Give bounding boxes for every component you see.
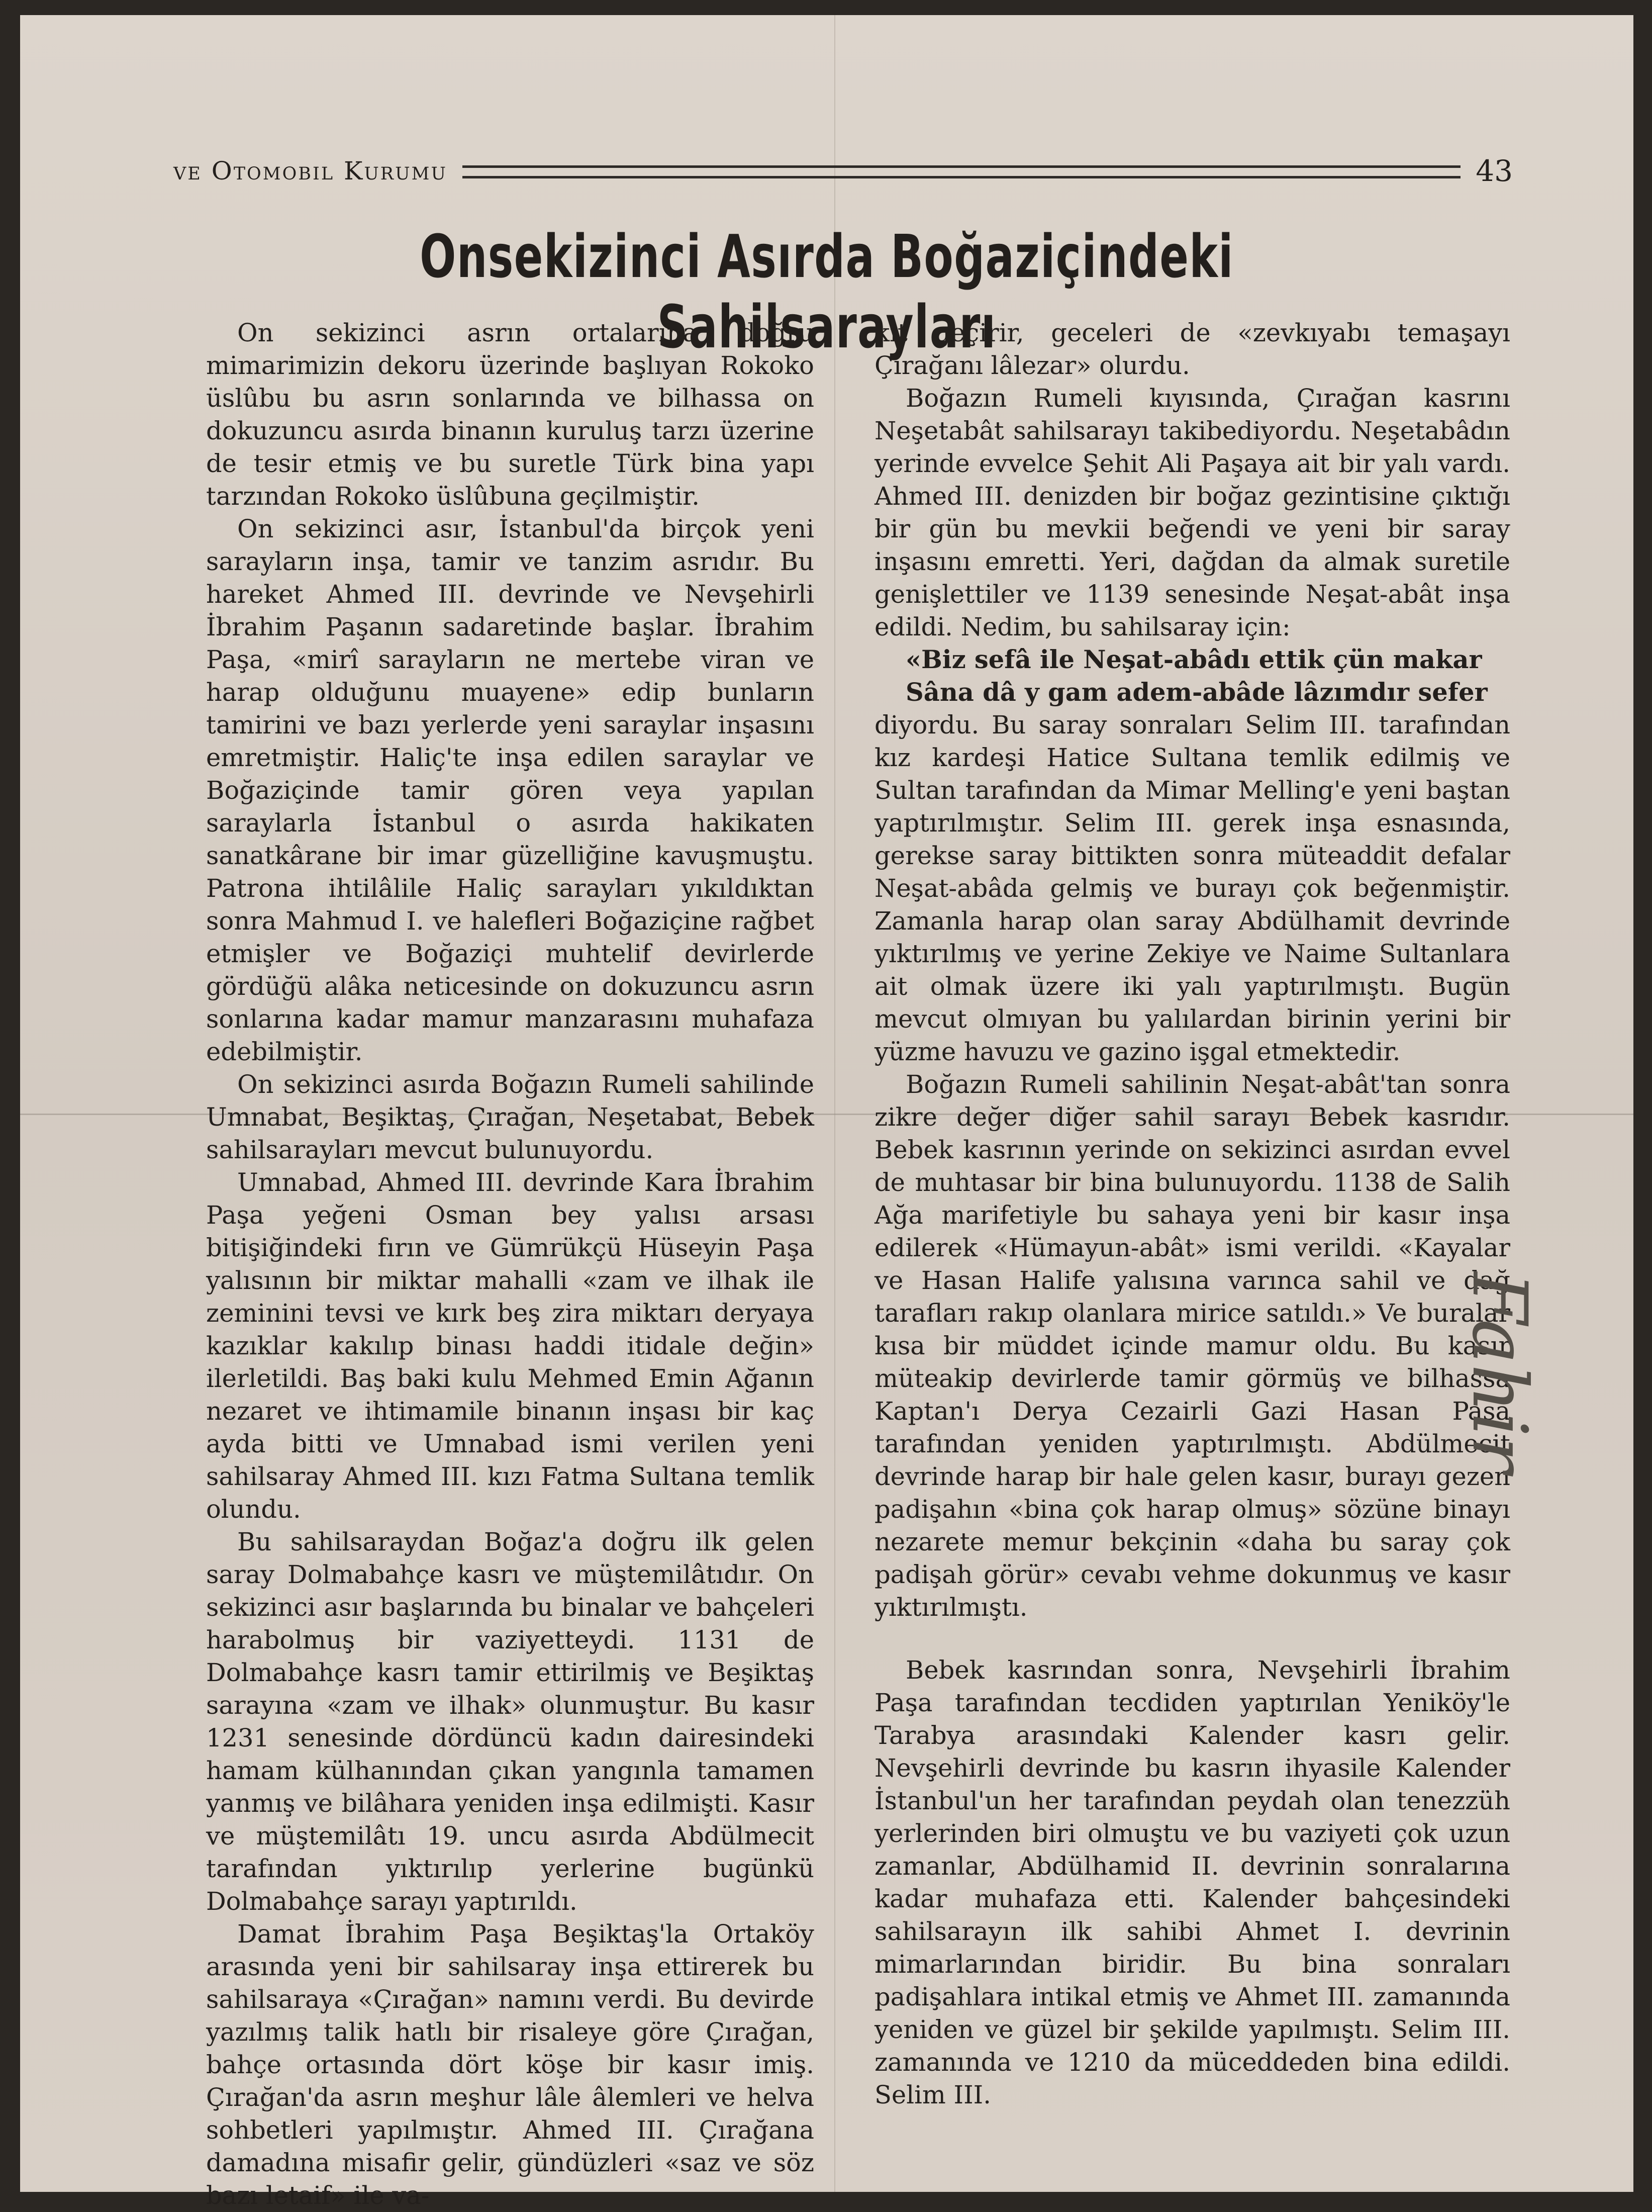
paragraph: Boğazın Rumeli sahilinin Neşat-abât'tan sonra zikre değer diğer sahil sarayı Bebek kasrıdır. Bebek kasrının yerinde on sekizinci asırdan evvel de muhtasar bir bina bulunuyordu. 1138 de Salih Ağa marifetiyle bu sahaya yeni bir kasır inşa edilerek «Hümayun-abât» ismi verildi. «Kayalar ve Hasan Halife yalısına varınca sahil ve dağ tarafları rakıp olanlara mirice satıldı.» Ve buralar kısa bir müddet içinde mamur oldu. Bu kasır müteakip devirlerde tamir görmüş ve bilhassa Kaptan'ı Derya Cezairli Gazi Hasan Paşa tarafından yeniden yaptırılmıştı. Abdülmecit devrinde harap bir hale gelen kasır, burayı gezen padişahın «bina çok harap olmuş» sözüne binayı nezarete memur bekçinin «daha bu saray çok padişah görür» cevabı vehme dokunmuş ve kasır yıktırılmıştı. xyxy=(874,1070,1510,1622)
article-title: Onsekizinci Asırda Boğaziçindeki Sahilsarayları xyxy=(420,222,1234,361)
section-title: ve Otomobil Kurumu xyxy=(173,156,447,186)
right-column xyxy=(874,317,1510,2111)
left-column xyxy=(206,317,814,2212)
handwritten-signature: Fahir xyxy=(1455,1272,1543,1473)
newspaper-page xyxy=(20,15,1633,2210)
paragraph: Bebek kasrından sonra, Nevşehirli İbrahim Paşa tarafından tecdiden yaptırılan Yeniköy'le Tarabya arasındaki Kalender kasrı gelir. Nevşehirli devrinde bu kasrın ihyasile Kalender İstanbul'un her tarafından peydah olan tenezzüh yerlerinden biri olmuştu ve bu vaziyeti çok uzun zamanlar, Abdülhamid II. devrinin sonralarına kadar muhafaza etti. Kalender bahçesindeki sahilsarayın ilk sahibi Ahmet I. devrinin mimarlarından biridir. Bu bina sonraları padişahlara intikal etmiş ve Ahmet III. zamanında yeniden ve güzel bir şekilde yapılmıştı. Selim III. zamanında ve 1210 da müceddeden bina edildi. Selim III. xyxy=(874,1655,1510,2109)
paragraph: On sekizinci asrın ortalarına doğru mimarimizin dekoru üzerinde başlıyan Rokoko üslûbu bu asrın sonlarında ve bilhassa on dokuzuncu asırda binanın kuruluş tarzı üzerine de tesir etmiş ve bu suretle Türk bina yapı tarzından Rokoko üslûbuna geçilmiştir. xyxy=(206,318,814,511)
paragraph: Boğazın Rumeli kıyısında, Çırağan kasrını Neşetabât sahilsarayı takibediyordu. Neşetabâdın yerinde evvelce Şehit Ali Paşaya ait bir yalı vardı. Ahmed III. denizden bir boğaz gezintisine çıktığı bir gün bu mevkii beğendi ve yeni bir saray inşasını emretti. Yeri, dağdan da almak suretile genişlettiler ve 1139 senesinde Neşat-abât inşa edildi. Nedim, bu sahilsaray için: xyxy=(874,384,1510,641)
page-number: 43 xyxy=(1476,154,1513,188)
nedim-couplet xyxy=(906,643,1510,709)
paragraph: kit geçirir, geceleri de «zevkıyabı temaşayı Çırağanı lâlezar» olurdu. xyxy=(874,318,1510,380)
paragraph: Bu sahilsaraydan Boğaz'a doğru ilk gelen saray Dolmabahçe kasrı ve müştemilâtıdır. On sekizinci asır başlarında bu binalar ve bahçeleri harabolmuş bir vaziyetteydi. 1131 de Dolmabahçe kasrı tamir ettirilmiş ve Beşiktaş sarayına «zam ve ilhak» olunmuştur. Bu kasır 1231 senesinde dördüncü kadın dairesindeki hamam külhanından çıkan yangınla tamamen yanmış ve bilâhara yeniden inşa edilmişti. Kasır ve müştemilâtı 19. uncu asırda Abdülmecit tarafından yıktırılıp yerlerine bugünkü Dolmabahçe sarayı yaptırıldı. xyxy=(206,1527,814,1916)
paragraph: On sekizinci asır, İstanbul'da birçok yeni sarayların inşa, tamir ve tanzim asrıdır. Bu hareket Ahmed III. devrinde ve Nevşehirli İbrahim Paşanın sadaretinde başlar. İbrahim Paşa, «mirî sarayların ne mertebe viran ve harap olduğunu muayene» edip bunların tamirini ve bazı yerlerde yeni saraylar inşasını emretmiştir. Haliç'te inşa edilen saraylar ve Boğaziçinde tamir gören veya yapılan saraylarla İstanbul o asırda hakikaten sanatkârane bir imar güzelliğine kavuşmuştu. Patrona ihtilâlile Haliç sarayları yıkıldıktan sonra Mahmud I. ve halefleri Boğaziçine rağbet etmişler ve Boğaziçi muhtelif devirlerde gördüğü alâka neticesinde on dokuzuncu asrın sonlarına kadar mamur manzarasını muhafaza edebilmiştir. xyxy=(206,514,814,1066)
paragraph: On sekizinci asırda Boğazın Rumeli sahilinde Umnabat, Beşiktaş, Çırağan, Neşetabat, Bebek sahilsarayları mevcut bulunuyordu. xyxy=(206,1070,814,1164)
paragraph: Umnabad, Ahmed III. devrinde Kara İbrahim Paşa yeğeni Osman bey yalısı arsası bitişiğindeki fırın ve Gümrükçü Hüseyin Paşa yalısının bir miktar mahalli «zam ve ilhak ile zeminini tevsi ve kırk beş zira miktarı deryaya kazıklar kakılıp binası haddi itidale değin» ilerletildi. Baş baki kulu Mehmed Emin Ağanın nezaret ve ihtimamile binanın inşası bir kaç ayda bitti ve Umnabad ismi verilen yeni sahilsaray Ahmed III. kızı Fatma Sultana temlik olundu. xyxy=(206,1168,814,1524)
paragraph: diyordu. Bu saray sonraları Selim III. tarafından kız kardeşi Hatice Sultana temlik edilmiş ve Sultan tarafından da Mimar Melling'e yeni baştan yaptırılmıştır. Selim III. gerek inşa esnasında, gerekse saray bittikten sonra müteaddit defalar Neşat-abâda gelmiş ve burayı çok beğenmiştir. Zamanla harap olan saray Abdülhamit devrinde yıktırılmış ve yerine Zekiye ve Naime Sultanlara ait olmak üzere iki yalı yaptırılmıştı. Bugün mevcut olmıyan bu yalılardan birinin yerini bir yüzme havuzu ve gazino işgal etmektedir. xyxy=(874,710,1510,1066)
verse-line: Sâna dâ y gam adem-abâde lâzımdır sefer xyxy=(906,678,1488,707)
verse-line: «Biz sefâ ile Neşat-abâdı ettik çün makar xyxy=(906,645,1482,674)
paragraph: Damat İbrahim Paşa Beşiktaş'la Ortaköy arasında yeni bir sahilsaray inşa ettirerek bu sahilsaraya «Çırağan» namını verdi. Bu devirde yazılmış talik hatlı bir risaleye göre Çırağan, bahçe ortasında dört köşe bir kasır imiş. Çırağan'da asrın meşhur lâle âlemleri ve helva sohbetleri yapılmıştır. Ahmed III. Çırağana damadına misafir gelir, gündüzleri «saz ve söz bazı letaif» ile va- xyxy=(206,1919,814,2210)
page-header xyxy=(173,148,1513,194)
header-double-rule xyxy=(462,165,1461,178)
